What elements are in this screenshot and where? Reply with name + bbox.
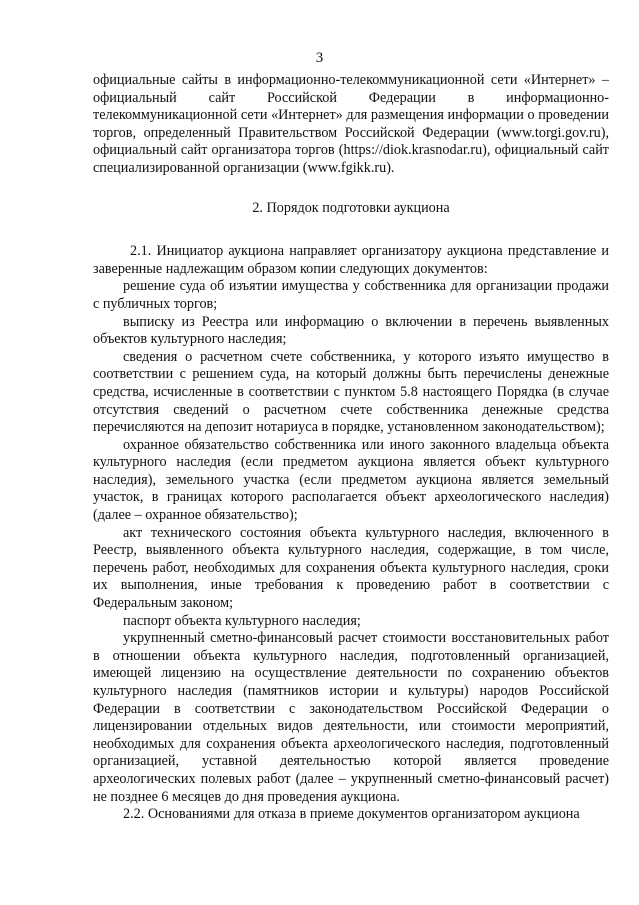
section-title: 2. Порядок подготовки аукциона: [252, 199, 450, 216]
list-item-estimate: укрупненный сметно-финансовый расчет стоимости восстановительных работ в отношении объекта культурного наследия, подготовленный организацией, имеющей лицензию на осуществление деятельности по сохранению объектов культурного наследия (памятников истории и культуры) народов Российской Федерации в соответствии с законодательством Российской Федерации о лицензировании отдельных видов деятельности, или стоимости мероприятий, необходимых для сохранения объекта археологического наследия, подготовленный организацией, уставной деятельностью которой является проведение археологических полевых работ (далее – укрупненный сметно-финансовый расчет) не позднее 6 месяцев до дня проведения аукциона.: [93, 630, 609, 805]
clause-2-2: 2.2. Основаниями для отказа в приеме документов организатором аукциона: [123, 806, 580, 823]
list-item-passport: паспорт объекта культурного наследия;: [123, 612, 361, 629]
list-item-bank-account: сведения о расчетном счете собственника, у которого изъято имущество в соответствии с решением суда, на который должны быть перечислены денежные средства, исчисленные в соответствии с пунктом 5.8 настоящего Порядка (в случае отсутствия сведений о расчетном счете собственника денежные средства перечисляются на депозит нотариуса в порядке, установленном законодательством);: [93, 348, 609, 436]
list-item-technical-act: акт технического состояния объекта культурного наследия, включенного в Реестр, выявленного объекта культурного наследия, содержащие, в том числе, перечень работ, необходимых для сохранения объекта культурного наследия, сроки их выполнения, иные требования к проведению работ в соответствии с Федеральным законом;: [93, 524, 609, 612]
intro-paragraph: официальные сайты в информационно-телекоммуникационной сети «Интернет» – официальный сайт Российской Федерации в информационно-телекоммуникационной сети «Интернет» для размещения информации о проведении торгов, определенный Правительством Российской Федерации (www.torgi.gov.ru), официальный сайт организатора торгов (https://diok.krasnodar.ru), официальный сайт специализированной организации (www.fgikk.ru).: [93, 72, 609, 176]
list-item-court-decision: решение суда об изъятии имущества у собственника для организации продажи с публичных торгов;: [93, 278, 609, 312]
list-item-protection-obligation: охранное обязательство собственника или иного законного владельца объекта культурного наследия (если предметом аукциона является объект культурного наследия), земельного участка (если предметом аукциона является земельный участок, в границах которого располагается объект археологического наследия) (далее – охранное обязательство);: [93, 436, 609, 524]
clause-2-1: 2.1. Инициатор аукциона направляет организатору аукциона представление и заверенные надлежащим образом копии следующих документов:: [93, 243, 609, 277]
page-number: 3: [315, 50, 324, 66]
list-item-registry-extract: выписку из Реестра или информацию о включении в перечень выявленных объектов культурного наследия;: [93, 313, 609, 348]
document-body: [93, 72, 609, 824]
